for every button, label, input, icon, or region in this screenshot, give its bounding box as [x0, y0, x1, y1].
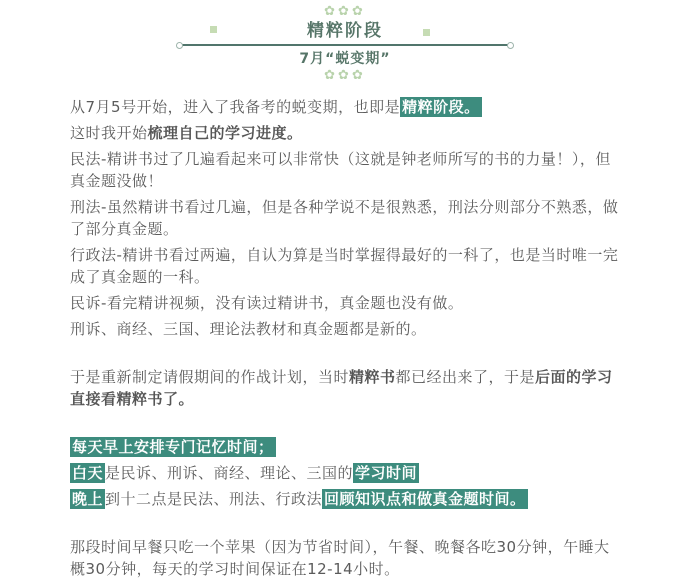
paragraph	[70, 244, 622, 288]
normal-text-run: 到十二点是民法、刑法、行政法	[105, 490, 323, 508]
paragraph	[70, 318, 622, 340]
paragraph	[70, 122, 622, 144]
paragraph	[70, 148, 622, 192]
bold-text-run: 梳理自己的学习进度。	[147, 124, 303, 142]
paragraph	[70, 96, 622, 118]
blank-line	[70, 514, 622, 536]
normal-text-run: 行政法-精讲书看过两遍，自认为算是当时掌握得最好的一科了，也是当时唯一完成了真金题的一科。	[70, 246, 619, 286]
flower-icon: ✿	[324, 68, 339, 83]
flower-icon: ✿	[338, 4, 352, 19]
paragraph	[70, 366, 622, 410]
normal-text-run: 民诉-看完精讲视频，没有读过精讲书，真金题也没有做。	[70, 294, 464, 312]
highlight-text-run: 精粹阶段。	[402, 98, 480, 116]
flower-icon: ✿	[351, 68, 366, 83]
blank-line	[70, 344, 622, 366]
normal-text-run: 刑法-虽然精讲书看过几遍，但是各种学说不是很熟悉，刑法分则部分不熟悉，做了部分真金题。	[70, 198, 619, 238]
stage-title: 精粹阶段	[180, 21, 510, 46]
paragraph	[70, 462, 622, 484]
paragraph	[70, 196, 622, 240]
normal-text-run: 民法-精讲书过了几遍看起来可以非常快（这就是钟老师所写的书的力量！），但真金题没做！	[70, 150, 611, 190]
paragraph	[70, 488, 622, 510]
highlight-text-run: 回顾知识点和做真金题时间。	[324, 490, 526, 508]
blank-line	[70, 414, 622, 436]
normal-text-run: 于是重新制定请假期间的作战计划，当时	[70, 368, 350, 386]
article-header	[180, 0, 510, 83]
bold-text-run: 后面的学习直接看精粹书了。	[70, 368, 613, 408]
highlight-text-run: 学习时间	[355, 464, 418, 482]
normal-text-run: 这时我开始	[70, 124, 148, 142]
flower-icon: ✿	[338, 68, 352, 83]
stage-subtitle: 7月“蜕变期”	[299, 51, 391, 67]
highlight-text-run: 晚上	[72, 490, 104, 508]
normal-text-run: 刑诉、商经、三国、理论法教材和真金题都是新的。	[70, 320, 427, 338]
paragraph	[70, 292, 622, 314]
flower-icon: ✿	[324, 4, 339, 19]
normal-text-run: 是民诉、刑诉、商经、理论、三国的	[105, 464, 354, 482]
highlight-text-run: 白天	[72, 464, 104, 482]
article-body	[70, 83, 622, 580]
flower-icons-top	[180, 4, 510, 19]
flower-icons-bottom	[180, 68, 510, 83]
paragraph	[70, 536, 622, 580]
normal-text-run: 都已经出来了，于是	[395, 368, 536, 386]
flower-icon: ✿	[351, 4, 366, 19]
normal-text-run: 从7月5号开始，进入了我备考的蜕变期，也即是	[70, 98, 401, 116]
paragraph	[70, 436, 622, 458]
highlight-text-run: 每天早上安排专门记忆时间；	[72, 438, 274, 456]
bold-text-run: 精粹书	[349, 368, 396, 386]
normal-text-run: 那段时间早餐只吃一个苹果（因为节省时间），午餐、晚餐各吃30分钟，午睡大概30分钟，每天的学习时间保证在12-14小时。	[70, 538, 610, 578]
